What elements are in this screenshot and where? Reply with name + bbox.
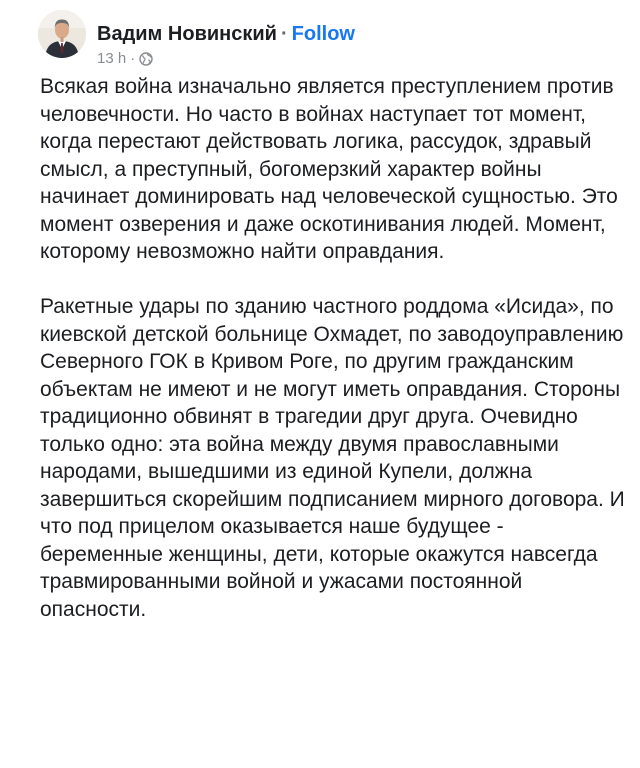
meta-separator: · — [130, 50, 136, 67]
post-meta — [97, 50, 153, 68]
post-paragraph-2: Ракетные удары по зданию частного роддома «Исида», по киевской детской больнице Охмадет, по заводоуправлению Северного ГОК в Кривом Роге, по другим гражданским объектам не имеют и не могут иметь оправдания. Стороны традиционно обвинят в трагедии друг друга. Очевидно только одно: эта война между двумя православными народами, вышедшими из единой Купели, должна завершиться скорейшим подписанием мирного договора. И что под прицелом оказывается наше будущее - беременные женщины, дети, которые окажутся навсегда травмированными войной и ужасами постоянной опасности. — [40, 295, 625, 621]
globe-icon — [139, 52, 153, 66]
paragraph-spacer — [40, 266, 625, 294]
post-paragraph-1: Всякая война изначально является преступлением против человечности. Но часто в войнах наступает тот момент, когда перестают действовать логика, рассудок, здравый смысл, а преступный, богомерзкий характер войны начинает доминировать над человеческой сущностью. Это момент озверения и даже оскотинивания людей. Момент, которому невозможно найти оправдания. — [40, 75, 618, 263]
author-line — [97, 22, 355, 46]
follow-button[interactable]: Follow — [291, 23, 355, 45]
separator-dot: · — [280, 23, 288, 45]
post-header — [38, 10, 620, 66]
author-name-link[interactable]: Вадим Новинский — [97, 23, 277, 45]
post-timestamp[interactable]: 13 h — [97, 50, 127, 67]
avatar-portrait — [38, 10, 86, 58]
post-body — [40, 73, 625, 623]
author-avatar[interactable] — [38, 10, 86, 58]
